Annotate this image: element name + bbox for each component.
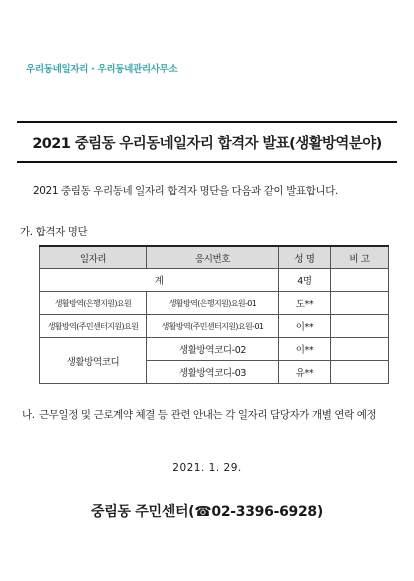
cell-note xyxy=(331,338,389,361)
header-name: 성 명 xyxy=(279,246,331,269)
table-header-row xyxy=(40,246,389,269)
cell-name: 이** xyxy=(279,338,331,361)
cell-name: 도** xyxy=(279,292,331,315)
total-row xyxy=(40,269,389,292)
cell-name: 이** xyxy=(279,315,331,338)
cell-number: 생활방역코디-02 xyxy=(147,338,279,361)
cell-job: 생활방역코디 xyxy=(40,338,147,384)
table-row xyxy=(40,292,389,315)
page-title: 2021 중림동 우리동네일자리 합격자 발표(생활방역분야) xyxy=(17,121,397,163)
header-brand: 우리동네일자리 · 우리동네관리사무소 xyxy=(26,64,178,75)
table-row xyxy=(40,338,389,361)
issuer-contact: 중림동 주민센터(☎02-3396-6928) xyxy=(91,504,323,520)
cell-job: 생활방역(은행지원)요원 xyxy=(40,292,147,315)
header-job: 일자리 xyxy=(40,246,147,269)
applicant-table xyxy=(39,245,389,384)
header-number: 응시번호 xyxy=(147,246,279,269)
cell-number: 생활방역(은행지원)요원-01 xyxy=(147,292,279,315)
notice-item xyxy=(22,404,400,426)
total-note xyxy=(331,269,389,292)
notice-number: 나. xyxy=(22,409,35,421)
intro-text: 2021 중림동 우리동네 일자리 합격자 명단을 다음과 같이 발표합니다. xyxy=(33,185,338,197)
notice-text: 근무일정 및 근로계약 체결 등 관련 안내는 각 일자리 담당자가 개별 연락 예정 xyxy=(39,409,377,421)
header-note: 비 고 xyxy=(331,246,389,269)
section-heading: 가. 합격자 명단 xyxy=(20,226,88,238)
table-row xyxy=(40,315,389,338)
cell-note xyxy=(331,361,389,384)
total-label: 계 xyxy=(40,269,279,292)
cell-number: 생활방역(주민센터지원)요원-01 xyxy=(147,315,279,338)
cell-note xyxy=(331,292,389,315)
cell-number: 생활방역코디-03 xyxy=(147,361,279,384)
announcement-date: 2021. 1. 29. xyxy=(172,462,242,474)
cell-name: 유** xyxy=(279,361,331,384)
total-count: 4명 xyxy=(279,269,331,292)
cell-job: 생활방역(주민센터지원)요원 xyxy=(40,315,147,338)
cell-note xyxy=(331,315,389,338)
